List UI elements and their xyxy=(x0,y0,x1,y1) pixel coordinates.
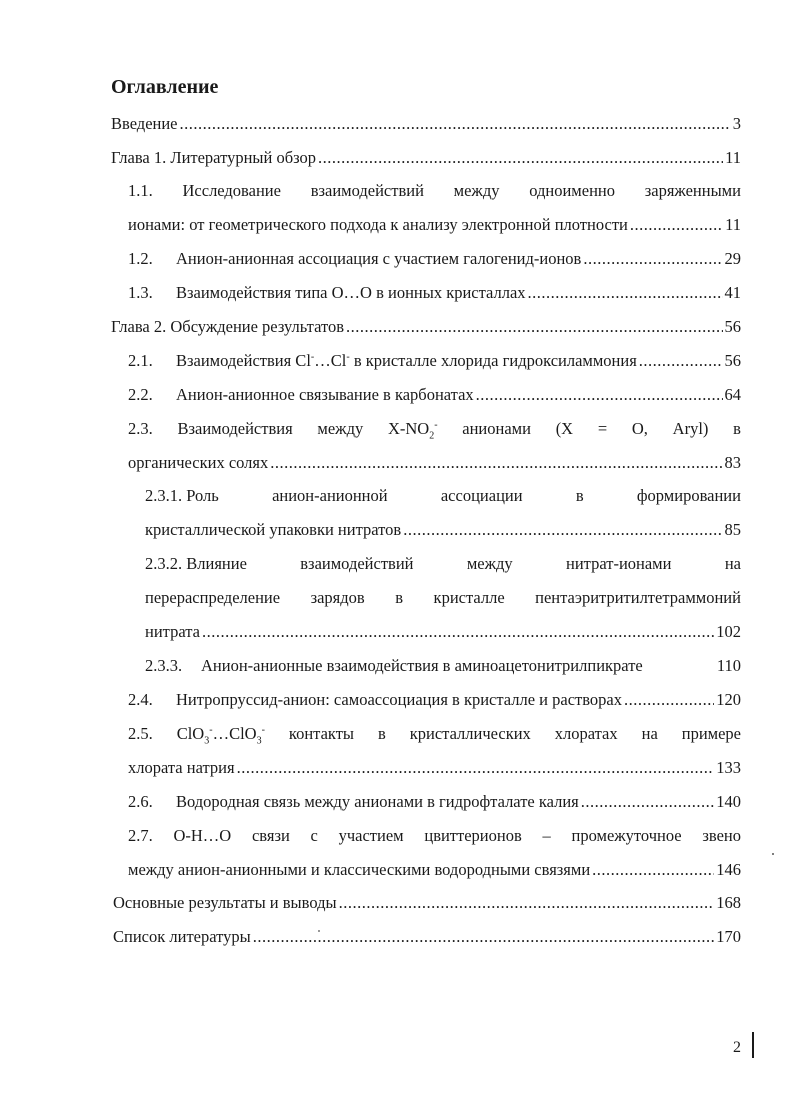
toc-word: между xyxy=(466,554,513,573)
toc-leader xyxy=(270,453,722,473)
toc-word: кристаллических xyxy=(409,724,531,743)
toc-entry-text xyxy=(128,351,637,371)
toc-section-number: 2.4. xyxy=(128,690,153,709)
toc-entry-text xyxy=(128,249,581,269)
toc-page: 29 xyxy=(724,249,741,268)
toc-section-number: 2.3.3. xyxy=(145,656,183,675)
toc-entry-text: хлората натрия xyxy=(128,758,235,777)
toc-entry-2-6[interactable] xyxy=(128,792,741,812)
toc-word-base: X-NO xyxy=(387,419,430,438)
toc-entry-1-1-line-1[interactable] xyxy=(128,181,741,201)
toc-word: в xyxy=(377,724,386,743)
toc-section-number: 2.3.1. xyxy=(145,486,183,505)
toc-section-number: 2.6. xyxy=(128,792,153,811)
toc-entry-text: Глава 2. Обсуждение результатов xyxy=(111,317,344,336)
toc-entry-1-2[interactable] xyxy=(128,249,741,269)
toc-title: Анион-анионная ассоциация с участием галогенид-ионов xyxy=(176,249,582,268)
toc-entry-2-5-line-2[interactable] xyxy=(128,758,741,778)
toc-word: между xyxy=(317,419,364,438)
toc-word: зарядов xyxy=(310,588,365,607)
toc-word xyxy=(145,554,247,574)
toc-page: 3 xyxy=(732,114,741,133)
toc-entry-2-2[interactable] xyxy=(128,385,741,405)
toc-word: цвиттерионов xyxy=(424,826,522,845)
subscript: 2 xyxy=(429,430,435,442)
toc-page: 146 xyxy=(716,860,741,879)
toc-word: взаимодействий xyxy=(310,181,424,200)
toc-entry-text: между анион-анионными и классическими водородными связями xyxy=(128,860,591,879)
toc-title-part: …Cl xyxy=(314,351,347,370)
toc-page: 56 xyxy=(724,317,741,336)
toc-word: O-H…O xyxy=(173,826,232,845)
toc-word-base: …ClO xyxy=(212,724,257,743)
toc-entry-text: органических солях xyxy=(128,453,269,472)
toc-entry-2-1[interactable] xyxy=(128,351,741,371)
toc-word xyxy=(387,419,438,442)
toc-section-number: 2.3. xyxy=(128,419,153,438)
toc-leader xyxy=(339,893,715,913)
toc-page: 11 xyxy=(725,148,741,167)
toc-word: участием xyxy=(338,826,404,845)
toc-leader xyxy=(346,317,723,337)
toc-page: 41 xyxy=(724,283,741,302)
toc-leader xyxy=(476,385,723,405)
toc-word: в xyxy=(395,588,404,607)
toc-word: перераспределение xyxy=(145,588,281,607)
page-number: 2 xyxy=(733,1039,741,1056)
toc-entry-2-5-line-1[interactable] xyxy=(128,724,741,747)
toc-title: Анион-анионные взаимодействия в аминоацетонитрилпикрате xyxy=(201,656,643,675)
toc-heading: Оглавление xyxy=(111,76,219,98)
toc-leader xyxy=(528,283,723,303)
toc-page: 170 xyxy=(716,927,741,946)
superscript: - xyxy=(310,351,315,363)
superscript: - xyxy=(346,351,350,363)
subscript: 3 xyxy=(204,735,210,747)
toc-entry-text: ионами: от геометрического подхода к анализу электронной плотности xyxy=(128,215,628,234)
toc-word: кристалле xyxy=(433,588,505,607)
toc-leader xyxy=(403,520,722,540)
toc-section-number: 2.2. xyxy=(128,385,153,404)
toc-page: 56 xyxy=(724,351,741,370)
superscript: - xyxy=(261,724,265,736)
toc-entry-references[interactable] xyxy=(113,927,741,947)
toc-word: Aryl) xyxy=(672,419,709,438)
toc-leader xyxy=(581,792,715,812)
toc-section-number: 2.3.2. xyxy=(145,554,183,573)
toc-entry-2-3-line-1[interactable] xyxy=(128,419,741,442)
toc-word: в xyxy=(733,419,741,438)
toc-word: связи xyxy=(251,826,290,845)
toc-entry-chapter-1[interactable] xyxy=(111,148,741,168)
toc-word: примере xyxy=(681,724,741,743)
toc-entry-text: кристаллической упаковки нитратов xyxy=(145,520,402,539)
toc-entry-2-4[interactable] xyxy=(128,690,741,710)
toc-page: 85 xyxy=(724,520,741,539)
toc-leader xyxy=(630,215,723,235)
toc-entry-text xyxy=(128,283,526,303)
toc-word: = xyxy=(597,419,608,438)
toc-page: 64 xyxy=(724,385,741,404)
toc-title-part: в кристалле хлорида гидроксиламмония xyxy=(349,351,637,370)
toc-word: взаимодействий xyxy=(300,554,414,573)
toc-word: заряженными xyxy=(644,181,741,200)
toc-word: анионами xyxy=(462,419,531,438)
toc-page: 133 xyxy=(716,758,741,777)
subscript: 3 xyxy=(256,735,262,747)
toc-title: Анион-анионное связывание в карбонатах xyxy=(176,385,474,404)
toc-word: пентаэритритилтетраммоний xyxy=(535,588,741,607)
toc-word: звено xyxy=(702,826,741,845)
toc-leader xyxy=(253,927,715,947)
toc-section-number: 1.2. xyxy=(128,249,153,268)
toc-page: 83 xyxy=(724,453,741,472)
toc-section-number: 2.5. xyxy=(128,724,153,743)
toc-word: с xyxy=(310,826,318,845)
toc-page: 120 xyxy=(716,690,741,709)
toc-entry-2-3-2-line-2[interactable] xyxy=(145,588,741,608)
toc-entry-introduction[interactable] xyxy=(111,114,741,134)
toc-section-number: 1.3. xyxy=(128,283,153,302)
toc-leader xyxy=(639,351,723,371)
toc-entry-2-7-line-1[interactable] xyxy=(128,826,741,846)
toc-word: Исследование xyxy=(182,181,281,200)
superscript: - xyxy=(434,419,438,431)
toc-word: хлоратах xyxy=(554,724,618,743)
toc-entry-chapter-2[interactable] xyxy=(111,317,741,337)
toc-section-number: 2.1. xyxy=(128,351,153,370)
toc-leader xyxy=(583,249,722,269)
toc-page: 110 xyxy=(716,656,741,675)
toc-word: (X xyxy=(555,419,574,438)
toc-word: анион-анионной xyxy=(272,486,388,505)
toc-word-text: Роль xyxy=(186,486,219,505)
toc-entry-1-1-line-2[interactable] xyxy=(128,215,741,235)
toc-leader xyxy=(592,860,714,880)
scan-speck xyxy=(772,853,774,855)
toc-entry-text: Список литературы xyxy=(113,927,251,946)
toc-leader xyxy=(318,148,723,168)
toc-entry-conclusions[interactable] xyxy=(113,893,741,913)
toc-entry-text: Введение xyxy=(111,114,178,133)
toc-entry-2-7-line-2[interactable] xyxy=(128,860,741,880)
toc-title-part: Взаимодействия Cl xyxy=(176,351,311,370)
toc-title: Водородная связь между анионами в гидрофталате калия xyxy=(176,792,579,811)
toc-word: в xyxy=(575,486,584,505)
toc-entry-1-3[interactable] xyxy=(128,283,741,303)
toc-word: формировании xyxy=(636,486,741,505)
toc-word: ассоциации xyxy=(440,486,523,505)
toc-entry-2-3-2-line-3[interactable] xyxy=(145,622,741,642)
toc-word: промежуточное xyxy=(571,826,682,845)
toc-section-number: 1.1. xyxy=(128,181,153,200)
toc-page: 11 xyxy=(725,215,741,234)
toc-entry-text: Основные результаты и выводы xyxy=(113,893,337,912)
toc-leader xyxy=(237,758,715,778)
toc-leader xyxy=(202,622,714,642)
toc-word xyxy=(145,486,219,506)
toc-title: Взаимодействия типа O…O в ионных кристаллах xyxy=(176,283,526,302)
toc-section-number: 2.7. xyxy=(128,826,153,845)
toc-page: 168 xyxy=(716,893,741,912)
toc-word-base: ClO xyxy=(176,724,205,743)
superscript: - xyxy=(209,724,213,736)
toc-entry-text xyxy=(145,656,643,676)
scan-speck xyxy=(318,930,320,932)
toc-entry-2-3-line-2[interactable] xyxy=(128,453,741,473)
toc-word-text: Влияние xyxy=(186,554,247,573)
toc-word: между xyxy=(453,181,500,200)
toc-entry-text xyxy=(128,792,579,812)
toc-title: Нитропруссид-анион: самоассоциация в кристалле и растворах xyxy=(176,690,622,709)
toc-entry-2-3-1-line-2[interactable] xyxy=(145,520,741,540)
page-edge-bar xyxy=(752,1032,754,1058)
toc-word: O, xyxy=(631,419,648,438)
toc-entry-2-3-2-line-1[interactable] xyxy=(145,554,741,574)
toc-entry-2-3-3[interactable] xyxy=(145,656,741,676)
toc-entry-text: Глава 1. Литературный обзор xyxy=(111,148,317,167)
toc-word: контакты xyxy=(288,724,354,743)
toc-word: одноименно xyxy=(529,181,615,200)
toc-leader xyxy=(180,114,731,134)
toc-word: – xyxy=(542,826,551,845)
toc-entry-text xyxy=(128,385,474,405)
toc-word: нитрат-ионами xyxy=(566,554,672,573)
toc-word: на xyxy=(641,724,658,743)
toc-entry-2-3-1-line-1[interactable] xyxy=(145,486,741,506)
toc-entry-text: нитрата xyxy=(145,622,200,641)
toc-word: Взаимодействия xyxy=(177,419,293,438)
toc-leader xyxy=(624,690,714,710)
toc-word xyxy=(176,724,265,747)
toc-page: 140 xyxy=(716,792,741,811)
toc-word: на xyxy=(724,554,741,573)
toc-page: 102 xyxy=(716,622,741,641)
toc-entry-text xyxy=(128,690,622,710)
